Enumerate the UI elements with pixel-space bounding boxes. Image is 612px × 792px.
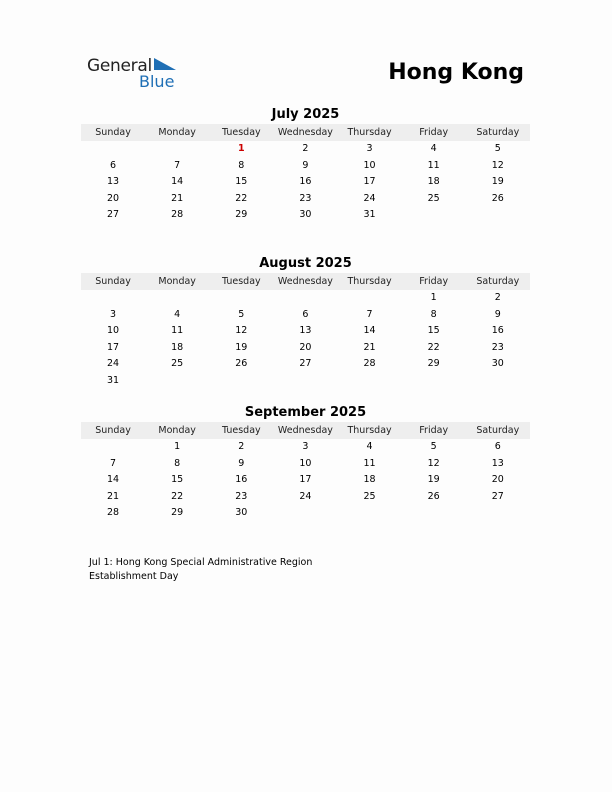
week-row [81, 290, 530, 307]
day-cell: 27 [107, 209, 120, 221]
day-cell: 20 [299, 341, 312, 353]
weekday-header: Friday [419, 276, 449, 287]
weekday-header: Sunday [95, 276, 131, 287]
weekday-header: Saturday [476, 276, 520, 287]
weekday-header: Tuesday [221, 425, 261, 436]
day-cell: 7 [366, 308, 373, 320]
month-title: July 2025 [271, 107, 340, 122]
day-cell: 16 [299, 176, 312, 188]
empty-day-cell [402, 373, 466, 390]
empty-day-cell [145, 290, 209, 307]
week-row [81, 158, 530, 175]
holiday-note-line: Jul 1: Hong Kong Special Administrative Region [89, 557, 313, 568]
day-cell: 28 [107, 507, 120, 519]
day-cell: 24 [299, 490, 312, 502]
empty-day-cell [273, 373, 337, 390]
holiday-day-cell: 1 [238, 143, 245, 154]
logo-triangle-icon [154, 58, 176, 70]
day-cell: 7 [174, 159, 181, 171]
day-cell: 20 [491, 474, 504, 486]
holiday-note-line: Establishment Day [89, 571, 179, 582]
weekday-header: Tuesday [221, 276, 261, 287]
day-cell: 16 [491, 325, 504, 337]
week-row [81, 141, 530, 158]
day-cell: 18 [171, 341, 184, 353]
day-cell: 11 [171, 325, 184, 337]
empty-day-cell [338, 505, 402, 522]
empty-day-cell [81, 141, 145, 158]
day-cell: 2 [302, 143, 309, 154]
week-row [81, 174, 530, 191]
day-cell: 23 [299, 192, 312, 204]
day-cell: 30 [299, 209, 312, 221]
day-cell: 13 [491, 457, 504, 469]
country-title: Hong Kong [388, 60, 524, 85]
day-cell: 4 [174, 308, 181, 320]
day-cell: 5 [430, 441, 437, 452]
empty-day-cell [402, 207, 466, 224]
week-row [81, 356, 530, 373]
week-row [81, 307, 530, 324]
empty-day-cell [466, 207, 530, 224]
day-cell: 1 [174, 441, 181, 452]
weekday-header: Thursday [347, 425, 392, 436]
week-row [81, 472, 530, 489]
day-cell: 27 [491, 490, 504, 502]
day-cell: 26 [235, 358, 248, 370]
day-cell: 10 [107, 325, 120, 337]
weekday-header: Sunday [95, 127, 131, 138]
day-cell: 12 [235, 325, 248, 337]
day-cell: 21 [363, 341, 376, 353]
day-cell: 25 [171, 358, 184, 370]
month-august [81, 255, 530, 390]
day-cell: 2 [238, 441, 245, 452]
day-cell: 30 [235, 507, 248, 519]
week-row [81, 373, 530, 390]
day-cell: 8 [238, 159, 245, 171]
day-cell: 20 [107, 192, 120, 204]
empty-day-cell [145, 141, 209, 158]
month-title: August 2025 [259, 256, 352, 271]
day-cell: 31 [107, 374, 120, 386]
day-cell: 3 [110, 308, 117, 320]
weekday-header-row [81, 124, 530, 141]
weekday-header: Tuesday [221, 127, 261, 138]
day-cell: 9 [238, 457, 245, 469]
day-cell: 25 [363, 490, 376, 502]
weekday-header: Wednesday [277, 425, 333, 436]
day-cell: 13 [299, 325, 312, 337]
day-cell: 29 [427, 358, 440, 370]
week-row [81, 456, 530, 473]
day-cell: 29 [171, 507, 184, 519]
empty-day-cell [209, 373, 273, 390]
day-cell: 21 [107, 490, 120, 502]
day-cell: 14 [107, 474, 120, 486]
day-cell: 19 [491, 176, 504, 188]
week-row [81, 439, 530, 456]
day-cell: 28 [171, 209, 184, 221]
day-cell: 24 [363, 192, 376, 204]
weekday-header: Thursday [347, 127, 392, 138]
day-cell: 7 [110, 457, 117, 469]
week-row [81, 207, 530, 224]
day-cell: 17 [107, 341, 120, 353]
logo-general-text: General [87, 56, 152, 76]
weekday-header: Sunday [95, 425, 131, 436]
day-cell: 9 [302, 159, 309, 171]
week-row [81, 191, 530, 208]
day-cell: 11 [363, 457, 376, 469]
empty-day-cell [273, 505, 337, 522]
day-cell: 28 [363, 358, 376, 370]
day-cell: 21 [171, 192, 184, 204]
day-cell: 6 [302, 308, 309, 320]
day-cell: 9 [494, 308, 501, 320]
day-cell: 18 [363, 474, 376, 486]
day-cell: 17 [299, 474, 312, 486]
week-row [81, 505, 530, 522]
weekday-header: Monday [158, 276, 196, 287]
empty-day-cell [81, 290, 145, 307]
day-cell: 16 [235, 474, 248, 486]
day-cell: 12 [491, 159, 504, 171]
month-july [81, 106, 530, 224]
holiday-notes [89, 556, 349, 584]
empty-day-cell [145, 373, 209, 390]
weekday-header: Wednesday [277, 127, 333, 138]
weekday-header: Friday [419, 425, 449, 436]
day-cell: 3 [302, 441, 309, 452]
logo [87, 56, 187, 92]
weekday-header: Saturday [476, 425, 520, 436]
empty-day-cell [466, 505, 530, 522]
empty-day-cell [338, 290, 402, 307]
empty-day-cell [209, 290, 273, 307]
day-cell: 15 [171, 474, 184, 486]
day-cell: 4 [366, 441, 373, 452]
day-cell: 26 [427, 490, 440, 502]
day-cell: 22 [427, 341, 440, 353]
day-cell: 2 [494, 292, 501, 303]
weekday-header: Saturday [476, 127, 520, 138]
day-cell: 8 [430, 308, 437, 320]
day-cell: 11 [427, 159, 440, 171]
day-cell: 18 [427, 176, 440, 188]
weekday-header: Thursday [347, 276, 392, 287]
day-cell: 22 [171, 490, 184, 502]
weekday-header-row [81, 422, 530, 439]
week-row [81, 340, 530, 357]
day-cell: 25 [427, 192, 440, 204]
week-row [81, 323, 530, 340]
day-cell: 19 [235, 341, 248, 353]
day-cell: 27 [299, 358, 312, 370]
empty-day-cell [402, 505, 466, 522]
day-cell: 3 [366, 143, 373, 154]
day-cell: 8 [174, 457, 181, 469]
day-cell: 10 [299, 457, 312, 469]
day-cell: 5 [494, 143, 501, 154]
empty-day-cell [338, 373, 402, 390]
day-cell: 22 [235, 192, 248, 204]
weekday-header-row [81, 273, 530, 290]
day-cell: 6 [110, 159, 117, 171]
day-cell: 31 [363, 209, 376, 221]
empty-day-cell [273, 290, 337, 307]
day-cell: 1 [430, 292, 437, 303]
day-cell: 23 [235, 490, 248, 502]
day-cell: 4 [430, 143, 437, 154]
weekday-header: Friday [419, 127, 449, 138]
day-cell: 23 [491, 341, 504, 353]
day-cell: 14 [171, 176, 184, 188]
weekday-header: Monday [158, 425, 196, 436]
empty-day-cell [81, 439, 145, 456]
day-cell: 12 [427, 457, 440, 469]
month-title: September 2025 [244, 405, 367, 420]
weekday-header: Monday [158, 127, 196, 138]
month-september [81, 404, 530, 522]
day-cell: 26 [491, 192, 504, 204]
empty-day-cell [466, 373, 530, 390]
day-cell: 15 [427, 325, 440, 337]
week-row [81, 489, 530, 506]
day-cell: 14 [363, 325, 376, 337]
day-cell: 17 [363, 176, 376, 188]
day-cell: 24 [107, 358, 120, 370]
day-cell: 19 [427, 474, 440, 486]
day-cell: 30 [491, 358, 504, 370]
day-cell: 6 [494, 441, 501, 452]
day-cell: 29 [235, 209, 248, 221]
day-cell: 15 [235, 176, 248, 188]
day-cell: 13 [107, 176, 120, 188]
weekday-header: Wednesday [277, 276, 333, 287]
day-cell: 10 [363, 159, 376, 171]
day-cell: 5 [238, 308, 245, 320]
logo-blue-text: Blue [139, 72, 175, 91]
